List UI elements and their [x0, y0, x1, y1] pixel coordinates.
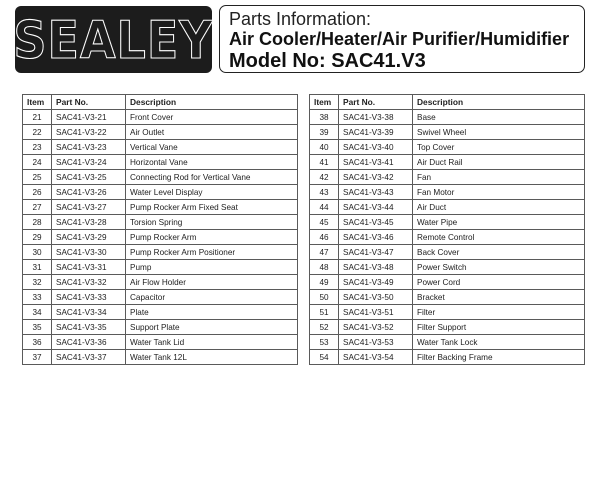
table-row — [310, 305, 585, 320]
table-row — [310, 350, 585, 365]
table-row — [310, 230, 585, 245]
item-cell: 30 — [23, 245, 52, 260]
part-number-cell: SAC41-V3-39 — [339, 125, 413, 140]
table-row — [23, 170, 298, 185]
part-number-cell: SAC41-V3-27 — [52, 200, 126, 215]
item-cell: 47 — [310, 245, 339, 260]
description-cell: Bracket — [413, 290, 585, 305]
table-row — [310, 200, 585, 215]
part-number-cell: SAC41-V3-44 — [339, 200, 413, 215]
item-cell: 45 — [310, 215, 339, 230]
item-cell: 42 — [310, 170, 339, 185]
table-row — [310, 155, 585, 170]
description-cell: Water Tank Lid — [126, 335, 298, 350]
parts-table-left — [22, 94, 298, 365]
part-number-cell: SAC41-V3-45 — [339, 215, 413, 230]
part-number-cell: SAC41-V3-23 — [52, 140, 126, 155]
description-cell: Air Outlet — [126, 125, 298, 140]
part-number-cell: SAC41-V3-28 — [52, 215, 126, 230]
table-row — [23, 185, 298, 200]
part-number-cell: SAC41-V3-51 — [339, 305, 413, 320]
column-header-item: Item — [23, 95, 52, 110]
description-cell: Fan — [413, 170, 585, 185]
table-row — [310, 245, 585, 260]
parts-table-right — [309, 94, 585, 365]
part-number-cell: SAC41-V3-53 — [339, 335, 413, 350]
item-cell: 54 — [310, 350, 339, 365]
description-cell: Filter — [413, 305, 585, 320]
table-row — [23, 275, 298, 290]
description-cell: Remote Control — [413, 230, 585, 245]
item-cell: 25 — [23, 170, 52, 185]
item-cell: 48 — [310, 260, 339, 275]
description-cell: Torsion Spring — [126, 215, 298, 230]
model-number: Model No: SAC41.V3 — [229, 50, 426, 72]
table-header-row — [23, 95, 298, 110]
description-cell: Front Cover — [126, 110, 298, 125]
part-number-cell: SAC41-V3-30 — [52, 245, 126, 260]
brand-logo-text: SEALEY — [13, 9, 214, 70]
header-heading: Parts Information: — [229, 9, 372, 29]
description-cell: Pump Rocker Arm — [126, 230, 298, 245]
description-cell: Top Cover — [413, 140, 585, 155]
item-cell: 53 — [310, 335, 339, 350]
table-row — [23, 245, 298, 260]
product-name: Air Cooler/Heater/Air Purifier/Humidifier — [229, 29, 570, 49]
description-cell: Water Tank Lock — [413, 335, 585, 350]
part-number-cell: SAC41-V3-54 — [339, 350, 413, 365]
description-cell: Filter Backing Frame — [413, 350, 585, 365]
item-cell: 24 — [23, 155, 52, 170]
part-number-cell: SAC41-V3-47 — [339, 245, 413, 260]
description-cell: Power Switch — [413, 260, 585, 275]
item-cell: 22 — [23, 125, 52, 140]
table-row — [310, 140, 585, 155]
part-number-cell: SAC41-V3-38 — [339, 110, 413, 125]
item-cell: 41 — [310, 155, 339, 170]
table-row — [23, 155, 298, 170]
part-number-cell: SAC41-V3-35 — [52, 320, 126, 335]
description-cell: Fan Motor — [413, 185, 585, 200]
item-cell: 43 — [310, 185, 339, 200]
description-cell: Plate — [126, 305, 298, 320]
description-cell: Horizontal Vane — [126, 155, 298, 170]
description-cell: Water Level Display — [126, 185, 298, 200]
table-row — [23, 350, 298, 365]
part-number-cell: SAC41-V3-31 — [52, 260, 126, 275]
description-cell: Support Plate — [126, 320, 298, 335]
table-row — [23, 200, 298, 215]
table-row — [23, 140, 298, 155]
part-number-cell: SAC41-V3-37 — [52, 350, 126, 365]
column-header-part-no: Part No. — [52, 95, 126, 110]
table-row — [310, 215, 585, 230]
description-cell: Swivel Wheel — [413, 125, 585, 140]
title-box — [219, 5, 585, 73]
part-number-cell: SAC41-V3-40 — [339, 140, 413, 155]
table-row — [23, 230, 298, 245]
description-cell: Connecting Rod for Vertical Vane — [126, 170, 298, 185]
part-number-cell: SAC41-V3-34 — [52, 305, 126, 320]
table-row — [310, 260, 585, 275]
column-header-description: Description — [413, 95, 585, 110]
part-number-cell: SAC41-V3-52 — [339, 320, 413, 335]
part-number-cell: SAC41-V3-36 — [52, 335, 126, 350]
column-header-part-no: Part No. — [339, 95, 413, 110]
description-cell: Air Duct — [413, 200, 585, 215]
table-row — [310, 185, 585, 200]
item-cell: 27 — [23, 200, 52, 215]
item-cell: 23 — [23, 140, 52, 155]
table-row — [310, 290, 585, 305]
description-cell: Air Flow Holder — [126, 275, 298, 290]
table-row — [310, 125, 585, 140]
description-cell: Pump Rocker Arm Positioner — [126, 245, 298, 260]
column-header-item: Item — [310, 95, 339, 110]
description-cell: Base — [413, 110, 585, 125]
description-cell: Back Cover — [413, 245, 585, 260]
part-number-cell: SAC41-V3-49 — [339, 275, 413, 290]
part-number-cell: SAC41-V3-21 — [52, 110, 126, 125]
item-cell: 33 — [23, 290, 52, 305]
description-cell: Air Duct Rail — [413, 155, 585, 170]
table-header-row — [310, 95, 585, 110]
part-number-cell: SAC41-V3-24 — [52, 155, 126, 170]
part-number-cell: SAC41-V3-42 — [339, 170, 413, 185]
description-cell: Water Pipe — [413, 215, 585, 230]
item-cell: 44 — [310, 200, 339, 215]
table-row — [23, 260, 298, 275]
part-number-cell: SAC41-V3-50 — [339, 290, 413, 305]
part-number-cell: SAC41-V3-29 — [52, 230, 126, 245]
part-number-cell: SAC41-V3-32 — [52, 275, 126, 290]
description-cell: Pump Rocker Arm Fixed Seat — [126, 200, 298, 215]
sealey-logo — [15, 6, 212, 73]
part-number-cell: SAC41-V3-22 — [52, 125, 126, 140]
item-cell: 29 — [23, 230, 52, 245]
column-header-description: Description — [126, 95, 298, 110]
part-number-cell: SAC41-V3-43 — [339, 185, 413, 200]
table-row — [23, 110, 298, 125]
item-cell: 39 — [310, 125, 339, 140]
item-cell: 34 — [23, 305, 52, 320]
item-cell: 26 — [23, 185, 52, 200]
table-row — [310, 335, 585, 350]
table-row — [23, 215, 298, 230]
part-number-cell: SAC41-V3-48 — [339, 260, 413, 275]
item-cell: 35 — [23, 320, 52, 335]
table-row — [23, 290, 298, 305]
table-row — [310, 110, 585, 125]
table-row — [310, 320, 585, 335]
description-cell: Capacitor — [126, 290, 298, 305]
item-cell: 28 — [23, 215, 52, 230]
table-row — [23, 125, 298, 140]
description-cell: Water Tank 12L — [126, 350, 298, 365]
description-cell: Pump — [126, 260, 298, 275]
part-number-cell: SAC41-V3-33 — [52, 290, 126, 305]
item-cell: 40 — [310, 140, 339, 155]
item-cell: 36 — [23, 335, 52, 350]
description-cell: Filter Support — [413, 320, 585, 335]
table-row — [23, 305, 298, 320]
description-cell: Power Cord — [413, 275, 585, 290]
item-cell: 51 — [310, 305, 339, 320]
item-cell: 50 — [310, 290, 339, 305]
item-cell: 46 — [310, 230, 339, 245]
item-cell: 32 — [23, 275, 52, 290]
table-row — [310, 275, 585, 290]
table-row — [23, 335, 298, 350]
table-row — [23, 320, 298, 335]
part-number-cell: SAC41-V3-26 — [52, 185, 126, 200]
item-cell: 52 — [310, 320, 339, 335]
item-cell: 31 — [23, 260, 52, 275]
table-row — [310, 170, 585, 185]
part-number-cell: SAC41-V3-25 — [52, 170, 126, 185]
part-number-cell: SAC41-V3-46 — [339, 230, 413, 245]
item-cell: 49 — [310, 275, 339, 290]
item-cell: 21 — [23, 110, 52, 125]
part-number-cell: SAC41-V3-41 — [339, 155, 413, 170]
item-cell: 38 — [310, 110, 339, 125]
description-cell: Vertical Vane — [126, 140, 298, 155]
item-cell: 37 — [23, 350, 52, 365]
